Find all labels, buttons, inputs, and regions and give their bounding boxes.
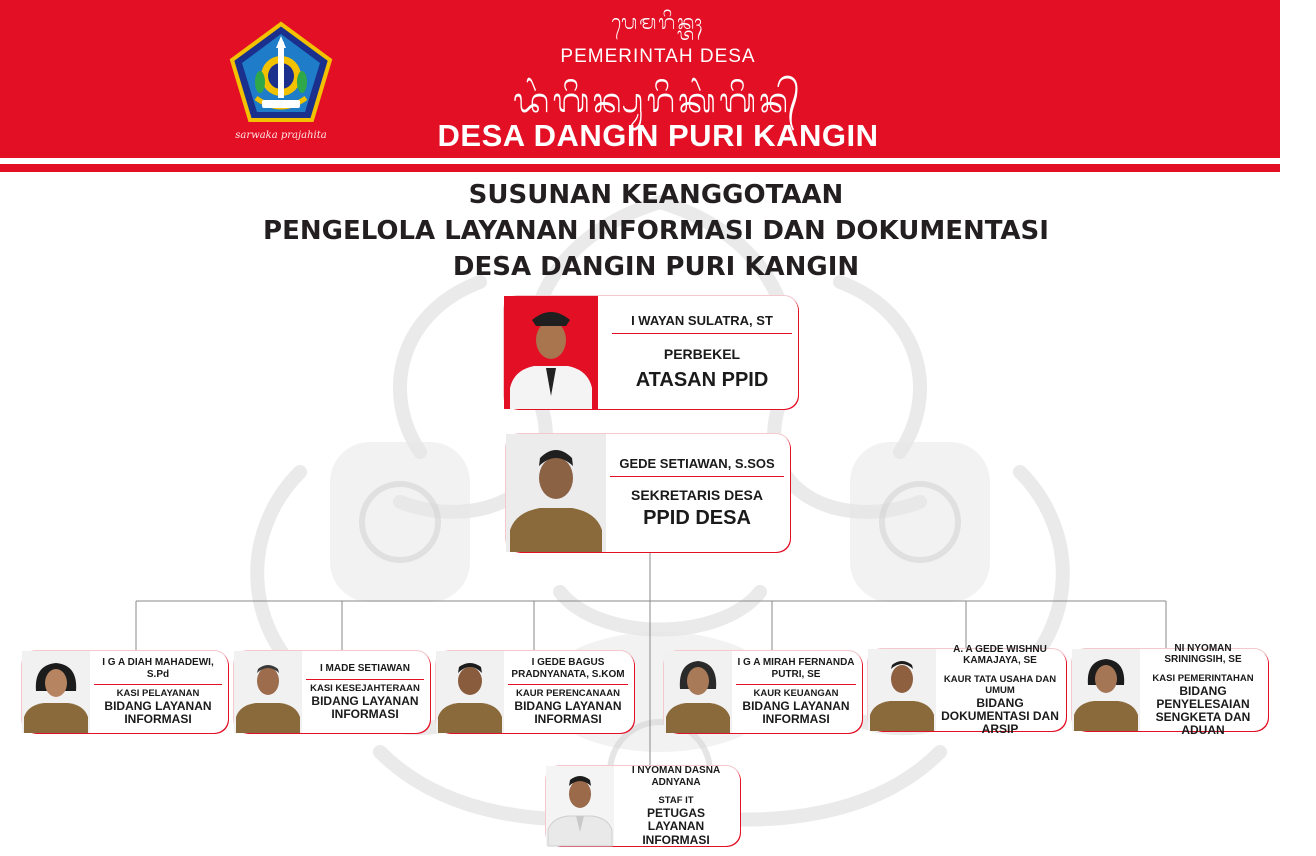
name-divider: [94, 684, 222, 685]
person-photo-icon: [234, 651, 302, 733]
card-member: [1072, 642, 1268, 738]
name-divider: [306, 679, 424, 680]
person-role: BIDANG LAYANAN INFORMASI: [311, 693, 419, 721]
person-role: BIDANG LAYANAN INFORMASI: [514, 699, 622, 727]
person-name: NI NYOMAN SRININGSIH, SE: [1164, 642, 1242, 666]
person-position: KASI KESEJAHTERAAN: [310, 682, 420, 694]
name-divider: [610, 476, 784, 477]
person-name: I G A DIAH MAHADEWI, S.Pd: [102, 657, 214, 680]
person-photo-icon: [664, 651, 732, 733]
header-title: DESA DANGIN PURI KANGIN: [437, 118, 879, 153]
person-role: BIDANG LAYANAN INFORMASI: [104, 699, 212, 727]
person-name: GEDE SETIAWAN, S.SOS: [619, 455, 775, 471]
name-divider: [736, 684, 856, 685]
person-position: STAF IT: [658, 795, 694, 807]
chart-title-line1: SUSUNAN KEANGGOTAAN: [468, 180, 844, 210]
person-position: KAUR KEUANGAN: [753, 688, 839, 700]
person-position: KASI PEMERINTAHAN: [1152, 672, 1254, 684]
balinese-script-top: ᬧᬾᬫᬭᬶᬦ᭄ᬢᬄ: [611, 10, 705, 34]
person-role: BIDANG LAYANAN INFORMASI: [742, 699, 850, 727]
name-divider: [612, 333, 792, 334]
person-photo-icon: [22, 651, 90, 733]
person-position: KAUR PERENCANAAN: [516, 688, 620, 700]
person-position: KASI PELAYANAN: [116, 688, 200, 700]
chart-title-line3: DESA DANGIN PURI KANGIN: [452, 252, 860, 282]
person-position: PERBEKEL: [663, 346, 741, 363]
person-photo-icon: [868, 649, 936, 731]
card-member: [22, 651, 228, 733]
balinese-script-main: ᬤᬂᬕᬶᬦ᭄ᬧᬸᬭᬶᬓᬂᬕᬶᬦ᭄: [513, 81, 803, 121]
header-stripe: [0, 164, 1280, 172]
person-photo-icon: [1072, 649, 1140, 731]
name-divider: [508, 684, 628, 685]
header-subtitle: PEMERINTAH DESA: [560, 46, 756, 67]
person-name: I GEDE BAGUS PRADNYANATA, S.KOM: [511, 657, 625, 680]
person-position: KAUR TATA USAHA DAN UMUM: [943, 673, 1057, 696]
card-member: [234, 651, 430, 733]
person-photo-icon: [506, 434, 606, 552]
person-name: I G A MIRAH FERNANDA PUTRI, SE: [737, 657, 855, 680]
card-atasan-ppid: [504, 296, 798, 409]
card-staff: [546, 766, 740, 846]
person-position: SEKRETARIS DESA: [631, 486, 763, 503]
person-name: I MADE SETIAWAN: [319, 663, 410, 675]
card-member: [664, 651, 862, 733]
person-name: I WAYAN SULATRA, ST: [631, 313, 773, 329]
card-member: [436, 651, 634, 733]
person-role: PETUGAS LAYANAN INFORMASI: [642, 806, 710, 847]
person-photo-icon: [546, 766, 614, 846]
chart-title-line2: PENGELOLA LAYANAN INFORMASI DAN DOKUMENTASI: [263, 216, 1049, 246]
card-ppid-desa: [506, 434, 790, 552]
person-role: BIDANG PENYELESAIAN SENGKETA DAN ADUAN: [1155, 683, 1251, 738]
person-name: A. A GEDE WISHNU KAMAJAYA, SE: [953, 643, 1047, 667]
person-name: I NYOMAN DASNA ADNYANA: [631, 765, 721, 788]
logo-motto: sarwaka prajahita: [235, 130, 327, 141]
person-role: BIDANG DOKUMENTASI DAN ARSIP: [941, 695, 1059, 737]
person-photo-icon: [504, 296, 598, 409]
person-role: PPID DESA: [643, 507, 751, 530]
person-role: ATASAN PPID: [635, 368, 769, 391]
card-member: [868, 643, 1066, 737]
person-photo-icon: [436, 651, 504, 733]
